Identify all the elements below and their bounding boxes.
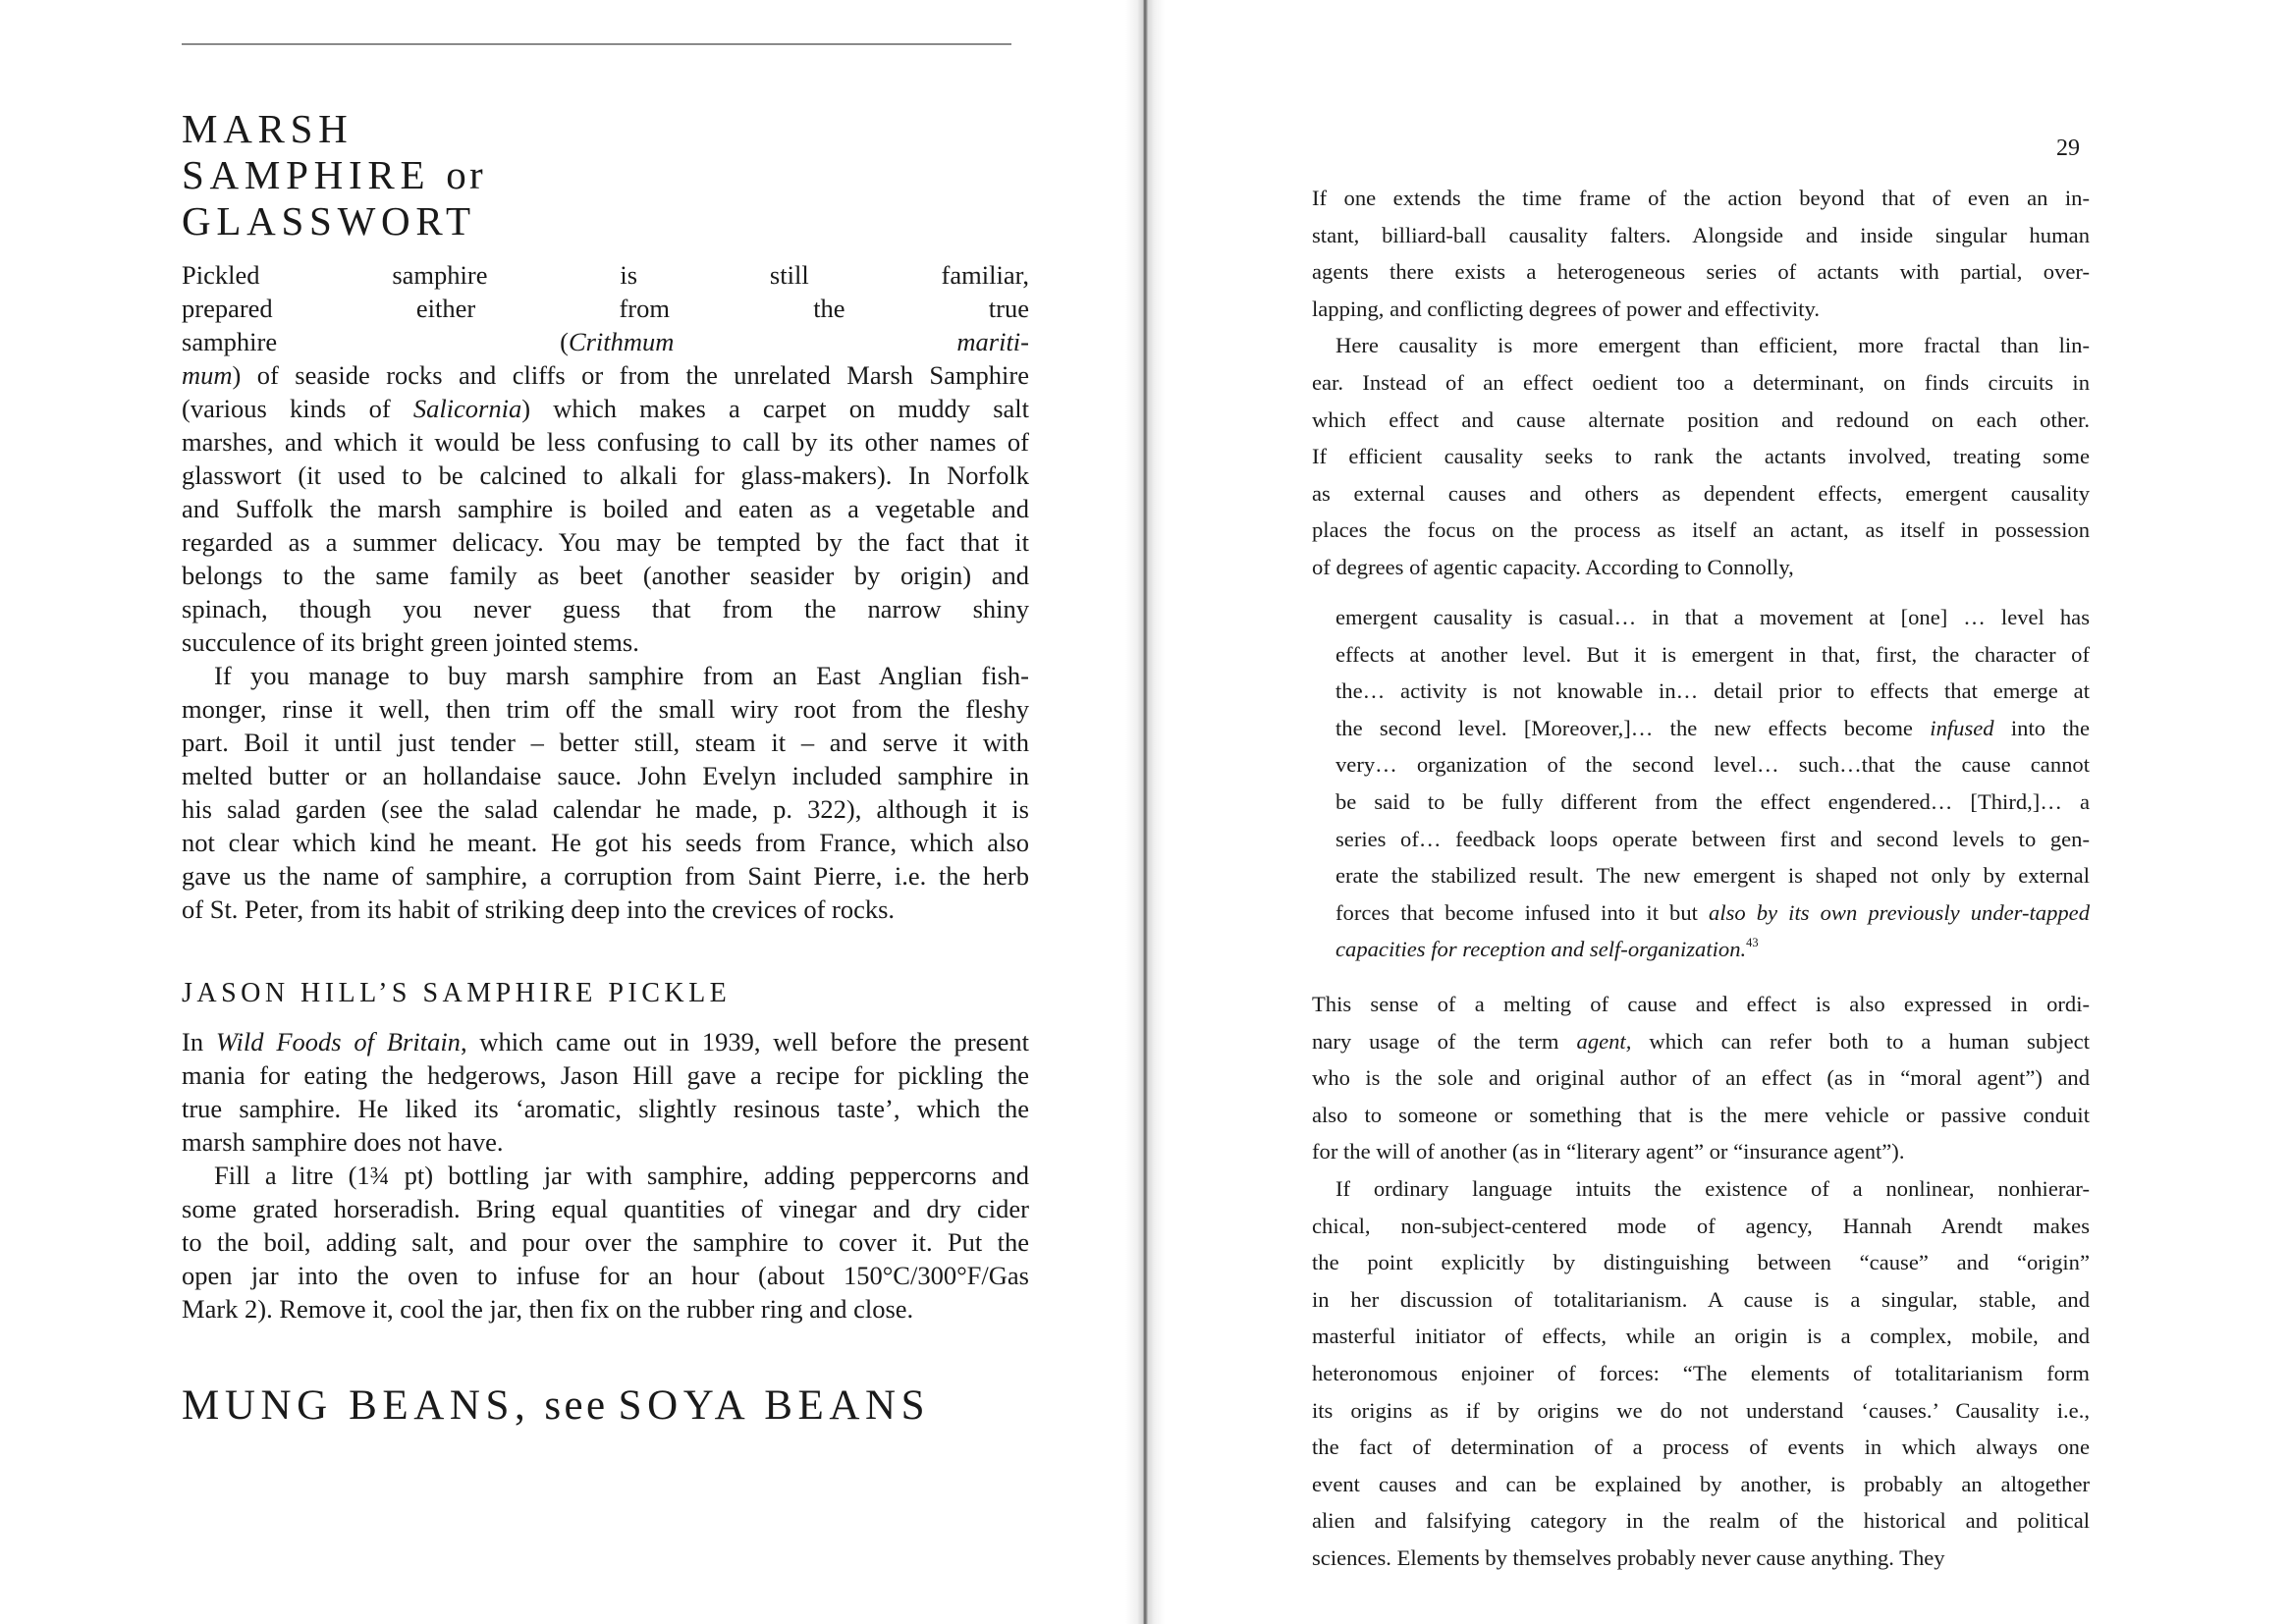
text-line: who is the sole and original author of an effect (as in “moral agent”) and xyxy=(1312,1065,2090,1091)
text-line: stant, billiard-ball causality falters. Alongside and inside singular human xyxy=(1312,222,2090,247)
text-line: very… organization of the second level… such…that the cause cannot xyxy=(1335,752,2090,778)
text-line: If one extends the time frame of the action beyond that of even an in- xyxy=(1312,186,2090,210)
text-line: Pickled samphire is still familiar, xyxy=(182,260,1029,290)
text-line: alien and falsifying category in the realm of the historical and political xyxy=(1312,1508,2090,1534)
right-page xyxy=(1145,0,2289,1624)
text-segment: into the xyxy=(1993,715,2090,740)
text-line: for the will of another (as in “literary agent” or “insurance agent”). xyxy=(1312,1139,1905,1164)
text-line xyxy=(182,358,1029,392)
text-line: ear. Instead of an effect oedient too a determinant, on finds circuits in xyxy=(1312,369,2090,395)
text-line: as external causes and others as dependent effects, emergent causality xyxy=(1312,480,2090,506)
text-segment: Crithmum mariti- xyxy=(568,327,1029,356)
block-quote xyxy=(1335,599,2090,968)
text-segment: forces that become infused into it but xyxy=(1335,899,1710,925)
text-line: not clear which kind he meant. He got his seeds from France, which also xyxy=(182,828,1029,857)
text-line: monger, rinse it well, then trim off the small wiry root from the fleshy xyxy=(182,694,1029,724)
text-segment: agent, xyxy=(1576,1028,1632,1054)
text-line: event causes and can be explained by another, is probably an altogether xyxy=(1312,1471,2090,1496)
text-line: part. Boil it until just tender – better still, steam it – and serve it with xyxy=(182,728,1029,757)
text-line: marsh samphire does not have. xyxy=(182,1127,504,1157)
text-line: regarded as a summer delicacy. You may be tempted by the fact that it xyxy=(182,527,1029,557)
text-line: true samphire. He liked its ‘aromatic, slightly resinous taste’, which the xyxy=(182,1094,1029,1123)
text-line: succulence of its bright green jointed stems. xyxy=(182,627,639,657)
body-text-continued xyxy=(1312,986,2090,1577)
text-line: open jar into the oven to infuse for an hour (about 150°C/300°F/Gas xyxy=(182,1261,1029,1290)
text-line: gave us the name of samphire, a corruption from Saint Pierre, i.e. the herb xyxy=(182,861,1029,891)
text-segment: also by its own previously under-tapped xyxy=(1709,899,2090,925)
text-line: of degrees of agentic capacity. According to Connolly, xyxy=(1312,554,1794,579)
text-segment: (various kinds of xyxy=(182,394,413,423)
text-line: in her discussion of totalitarianism. A cause is a singular, stable, and xyxy=(1312,1286,2090,1312)
text-line: sciences. Elements by themselves probably never cause anything. They xyxy=(1312,1544,1945,1570)
text-line xyxy=(1312,1023,2090,1060)
text-line: chical, non-subject-centered mode of agency, Hannah Arendt makes xyxy=(1312,1213,2090,1238)
text-segment: capacities for reception and self-organization. xyxy=(1335,937,1747,962)
text-line: some grated horseradish. Bring equal quantities of vinegar and dry cider xyxy=(182,1194,1029,1223)
page-number: 29 xyxy=(2056,135,2080,161)
text-line: marshes, and which it would be less confusing to call by its other names of xyxy=(182,427,1029,457)
text-line xyxy=(182,1025,1029,1058)
text-line: spinach, though you never guess that from the narrow shiny xyxy=(182,594,1029,623)
recipe-heading: JASON HILL’S SAMPHIRE PICKLE xyxy=(182,978,732,1008)
recipe-body xyxy=(182,1025,1029,1326)
text-segment: , which came out in 1939, well before the present xyxy=(460,1027,1029,1056)
text-segment: mum xyxy=(182,360,233,390)
text-line: mania for eating the hedgerows, Jason Hill gave a recipe for pickling the xyxy=(182,1060,1029,1090)
text-segment: samphire ( xyxy=(182,327,569,356)
text-line: to the boil, adding salt, and pour over the samphire to cover it. Put the xyxy=(182,1227,1029,1257)
text-segment: Wild Foods of Britain xyxy=(215,1027,461,1056)
text-line xyxy=(182,325,1029,358)
text-segment: the second level. [Moreover,]… the new effects become xyxy=(1335,715,1931,740)
text-line: If ordinary language intuits the existence of a nonlinear, nonhierar- xyxy=(1335,1175,2090,1201)
footnote-marker: 43 xyxy=(1746,936,1759,950)
text-line: agents there exists a heterogeneous series of actants with partial, over- xyxy=(1312,259,2090,285)
text-line: and Suffolk the marsh samphire is boiled and eaten as a vegetable and xyxy=(182,494,1029,523)
text-line xyxy=(1335,710,2090,747)
text-line: prepared either from the true xyxy=(182,294,1029,323)
text-line: the… activity is not knowable in… detail prior to effects that emerge at xyxy=(1335,678,2090,704)
text-line: If you manage to buy marsh samphire from an East Anglian fish- xyxy=(214,661,1029,690)
text-line: the point explicitly by distinguishing between “cause” and “origin” xyxy=(1312,1250,2090,1275)
text-line xyxy=(182,392,1029,425)
text-segment: which can refer both to a human subject xyxy=(1631,1028,2090,1054)
text-line: heteronomous enjoiner of forces: “The elements of totalitarianism form xyxy=(1312,1360,2090,1385)
text-segment: ) of seaside rocks and cliffs or from the unrelated Marsh Samphire xyxy=(232,360,1029,390)
text-line: his salad garden (see the salad calendar he made, p. 322), although it is xyxy=(182,794,1029,824)
text-line xyxy=(1335,931,2090,968)
text-line: melted butter or an hollandaise sauce. John Evelyn included samphire in xyxy=(182,761,1029,790)
text-line: places the focus on the process as itself an actant, as itself in possession xyxy=(1312,517,2090,543)
text-line: which effect and cause alternate position and redound on each other. xyxy=(1312,406,2090,432)
heading-line: SAMPHIRE or xyxy=(182,152,486,197)
text-line: lapping, and conflicting degrees of power and effectivity. xyxy=(1312,296,1820,321)
text-segment: Salicornia xyxy=(412,394,522,423)
text-line: erate the stabilized result. The new emergent is shaped not only by external xyxy=(1335,863,2090,889)
text-line: effects at another level. But it is emergent in that, first, the character of xyxy=(1335,641,2090,667)
text-line: the fact of determination of a process of events in which always one xyxy=(1312,1435,2090,1460)
text-line: series of… feedback loops operate between first and second levels to gen- xyxy=(1335,826,2090,851)
text-line: emergent causality is casual… in that a movement at [one] … level has xyxy=(1335,605,2090,629)
text-line: If efficient causality seeks to rank the actants involved, treating some xyxy=(1312,444,2090,469)
text-segment: infused xyxy=(1930,715,1994,740)
body-text xyxy=(1312,180,2090,586)
text-line: belongs to the same family as beet (another seasider by origin) and xyxy=(182,561,1029,590)
text-segment: nary usage of the term xyxy=(1312,1028,1577,1054)
text-segment: ) which makes a carpet on muddy salt xyxy=(521,394,1030,423)
text-line: Mark 2). Remove it, cool the jar, then fix on the rubber ring and close. xyxy=(182,1294,914,1324)
text-line: masterful initiator of effects, while an origin is a complex, mobile, and xyxy=(1312,1324,2090,1349)
header-rule xyxy=(182,43,1011,45)
left-page xyxy=(0,0,1144,1624)
text-line: of St. Peter, from its habit of striking deep into the crevices of rocks. xyxy=(182,894,896,924)
heading-line: GLASSWORT xyxy=(182,198,476,244)
text-line: glasswort (it used to be calcined to alkali for glass-makers). In Norfolk xyxy=(182,460,1029,490)
heading-line: MARSH xyxy=(182,106,354,151)
text-line: be said to be fully different from the effect engendered… [Third,]… a xyxy=(1335,788,2090,814)
entry-body xyxy=(182,258,1029,926)
text-line: its origins as if by origins we do not understand ‘causes.’ Causality i.e., xyxy=(1312,1397,2090,1423)
text-line: This sense of a melting of cause and effect is also expressed in ordi- xyxy=(1312,992,2090,1016)
text-line: Here causality is more emergent than efficient, more fractal than lin- xyxy=(1335,333,2090,358)
entry-heading xyxy=(182,106,486,244)
text-line: Fill a litre (1¾ pt) bottling jar with samphire, adding peppercorns and xyxy=(214,1161,1029,1190)
cross-reference-heading: MUNG BEANS, see SOYA BEANS xyxy=(182,1382,931,1429)
text-line xyxy=(1335,894,2090,932)
text-segment: In xyxy=(182,1027,216,1056)
text-line: also to someone or something that is the mere vehicle or passive conduit xyxy=(1312,1102,2090,1127)
